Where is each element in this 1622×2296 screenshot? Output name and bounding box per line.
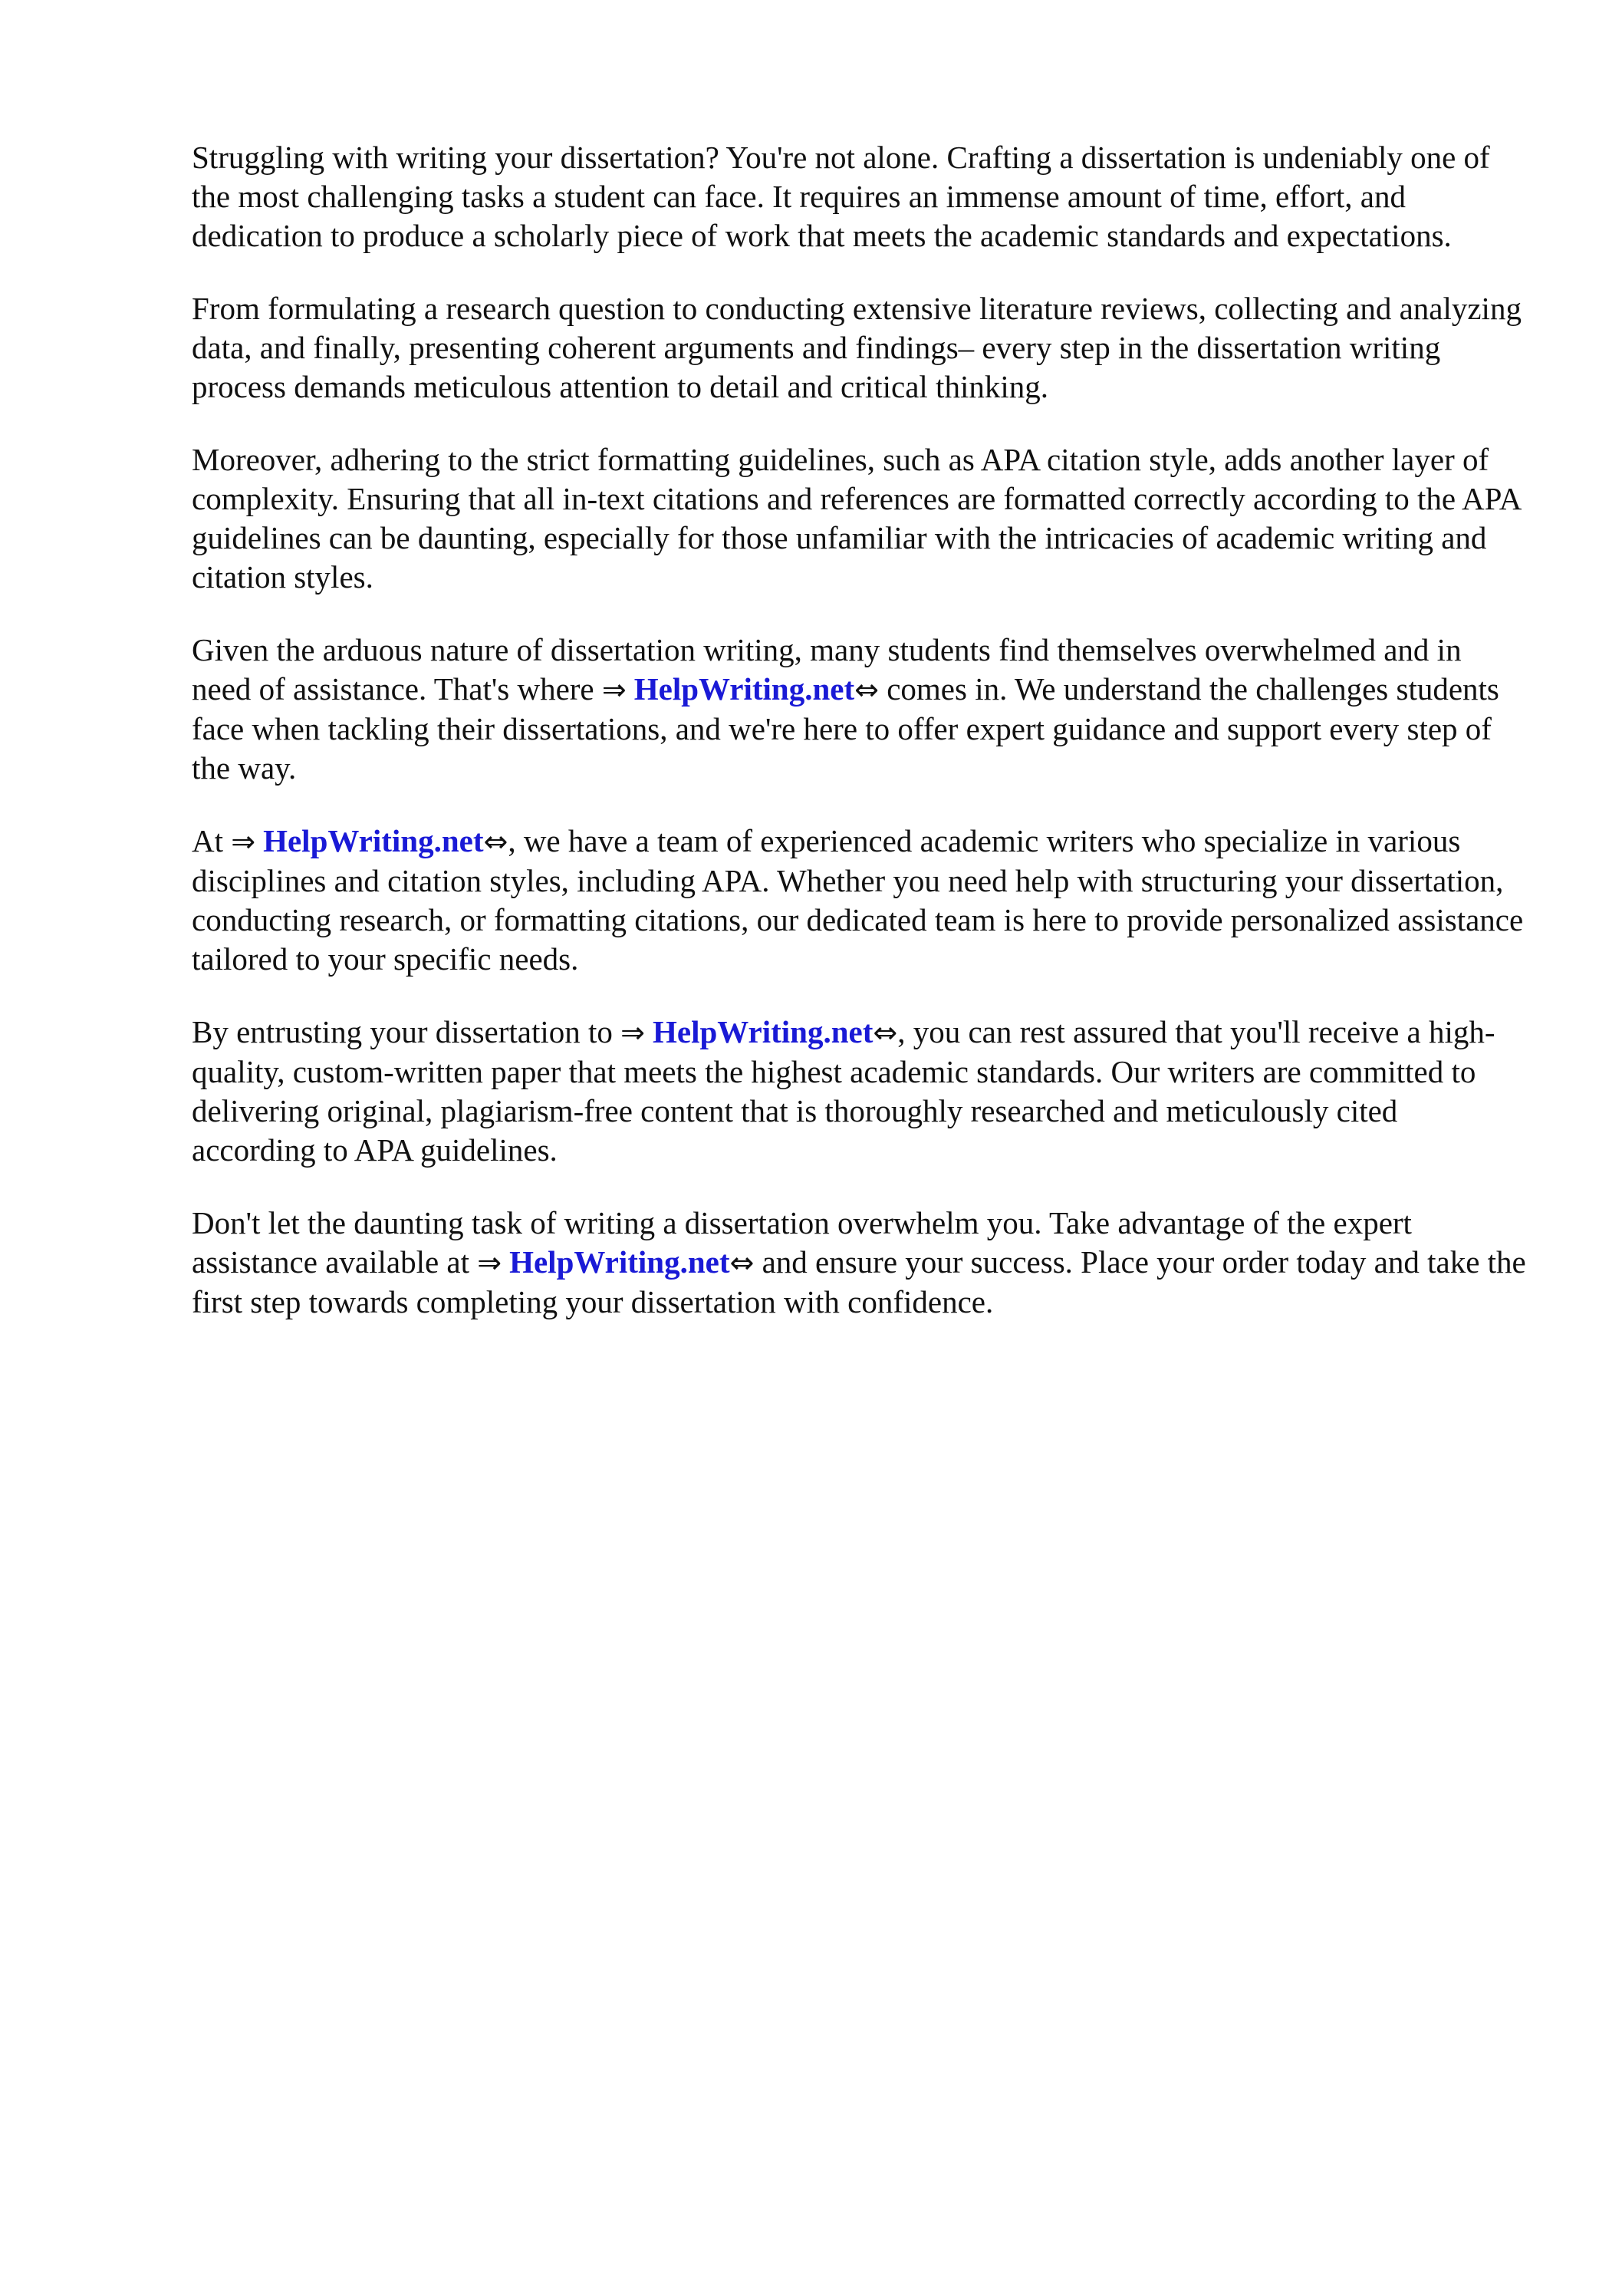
paragraph-intro: Struggling with writing your dissertation? You're not alone. Crafting a dissertation is undeniably one of the most challenging tasks a student can face. It requires an immense amount of time, effort, and dedication to produce a scholarly piece of work that meets the academic standards and expectations. [192, 140, 1490, 253]
double-right-arrow-icon: ⇒ [477, 1246, 502, 1280]
helpwriting-link[interactable]: HelpWriting.net [653, 1014, 874, 1049]
paragraph-process: From formulating a research question to conducting extensive literature reviews, collecting and analyzing data, and finally, presenting coherent arguments and findings– every step in the dissertation writing process demands meticulous attention to detail and critical thinking. [192, 291, 1522, 404]
paragraph-team [192, 822, 1526, 979]
document-body [192, 138, 1526, 1356]
paragraph-text-after: , you can rest assured that you'll receive a high-quality, custom-written paper that meets the highest academic standards. Our writers are committed to delivering original, plagiarism-free content that is thoroughly researched and meticulously cited according to APA guidelines. [192, 1014, 1495, 1168]
double-right-arrow-icon: ⇒ [620, 1016, 645, 1049]
paragraph-assistance [192, 631, 1526, 788]
double-right-arrow-icon: ⇒ [231, 825, 256, 858]
double-left-right-arrow-icon: ⇔ [729, 1246, 755, 1280]
double-left-right-arrow-icon: ⇔ [483, 825, 508, 858]
paragraph-text-after: comes in. We understand the challenges students face when tackling their dissertations, and we're here to offer expert guidance and support every step of the way. [192, 671, 1499, 786]
paragraph-text-before: Given the arduous nature of dissertation writing, many students find themselves overwhelmed and in need of assistance. That's where [192, 632, 1462, 707]
paragraph-text-after: and ensure your success. Place your order today and take the first step towards completing your dissertation with confidence. [192, 1244, 1526, 1319]
helpwriting-link[interactable]: HelpWriting.net [509, 1244, 730, 1280]
double-right-arrow-icon: ⇒ [601, 673, 627, 707]
paragraph-text-before: At [192, 823, 232, 858]
paragraph-text-after: , we have a team of experienced academic writers who specialize in various disciplines and citation styles, including APA. Whether you need help with structuring your dissertation, conducting research, or formatting citations, our dedicated team is here to provide personalized assistance tailored to your specific needs. [192, 823, 1524, 977]
double-left-right-arrow-icon: ⇔ [873, 1016, 898, 1049]
paragraph-formatting: Moreover, adhering to the strict formatting guidelines, such as APA citation style, adds another layer of complexity. Ensuring that all in-text citations and references are formatted correctly according to the APA guidelines can be daunting, especially for those unfamiliar with the intricacies of academic writing and citation styles. [192, 442, 1521, 595]
helpwriting-link[interactable]: HelpWriting.net [263, 823, 484, 858]
helpwriting-link[interactable]: HelpWriting.net [633, 671, 855, 707]
paragraph-text-before: Don't let the daunting task of writing a dissertation overwhelm you. Take advantage of the expert assistance available at [192, 1205, 1412, 1280]
paragraph-quality [192, 1013, 1526, 1170]
paragraph-call-to-action [192, 1204, 1526, 1322]
double-left-right-arrow-icon: ⇔ [854, 673, 879, 707]
paragraph-text-before: By entrusting your dissertation to [192, 1014, 621, 1049]
